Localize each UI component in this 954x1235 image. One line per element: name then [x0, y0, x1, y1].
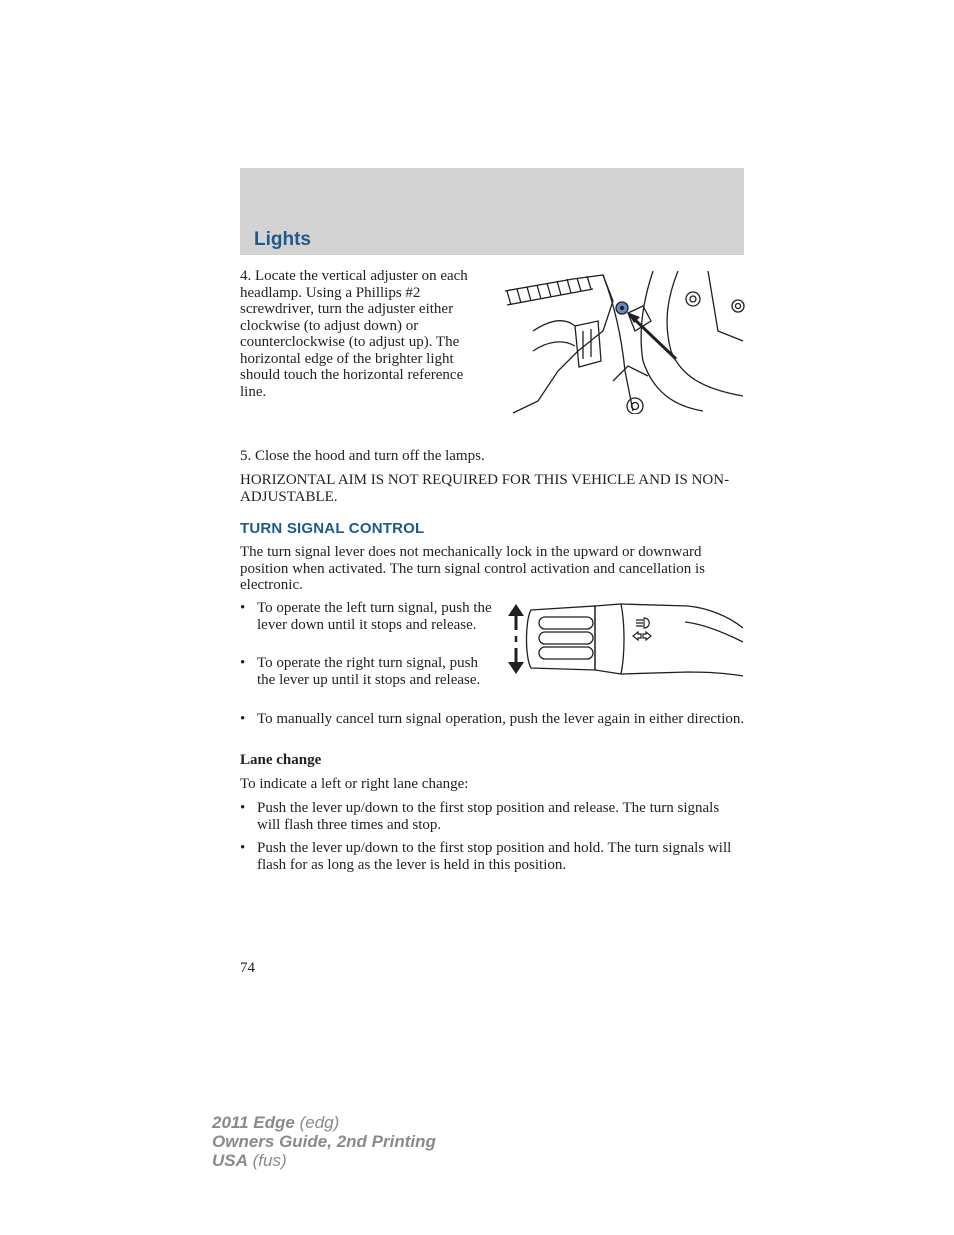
footer-guide: Owners Guide, 2nd Printing — [212, 1132, 436, 1151]
mount-bolt-top — [686, 292, 700, 306]
horizontal-aim-notice: HORIZONTAL AIM IS NOT REQUIRED FOR THIS VEHICLE AND IS NON-ADJUSTABLE. — [240, 472, 730, 505]
lever-collar — [595, 604, 624, 674]
turn-signal-intro: The turn signal lever does not mechanically lock in the upward or downward position when activated. The turn signal control activation and cancellation is electronic. — [240, 544, 706, 593]
bullet-text: To manually cancel turn signal operation, push the lever again in either direction. — [257, 711, 745, 727]
turn-signal-lever-illustration — [503, 598, 743, 680]
section-header-bar — [240, 168, 744, 255]
step-5-text: 5. Close the hood and turn off the lamps. — [240, 448, 485, 464]
footer-line-model — [212, 1113, 436, 1132]
step-4-text: 4. Locate the vertical adjuster on each headlamp. Using a Phillips #2 screwdriver, turn the adjuster either clockwise (to adjust down) or counterclockwise (to adjust up). The horizontal edge of the brighter light should touch the horizontal reference line. — [240, 268, 468, 400]
footer-line-market — [212, 1151, 436, 1170]
headlamp-grille — [507, 276, 591, 305]
grip-ridge-top — [539, 617, 593, 629]
bullet-text: To operate the right turn signal, push the lever up until it stops and release. — [257, 655, 481, 688]
connector-body — [575, 321, 601, 367]
bullet-marker: • — [240, 600, 246, 616]
lever-grip — [527, 606, 596, 670]
turn-signal-heading: TURN SIGNAL CONTROL — [240, 520, 425, 537]
bullet-marker: • — [240, 840, 246, 856]
footer-model-code: (edg) — [299, 1113, 340, 1132]
footer-line-guide — [212, 1132, 436, 1151]
headlamp-symbol-icon — [636, 618, 649, 628]
lane-change-heading: Lane change — [240, 752, 322, 768]
mount-bolt-right — [732, 300, 744, 312]
mount-bolt-bottom — [627, 398, 643, 414]
headlamp-adjuster-illustration — [503, 271, 745, 414]
section-title: Lights — [254, 229, 311, 250]
footer-model: 2011 Edge — [212, 1113, 295, 1132]
grip-ridge-middle — [539, 632, 593, 644]
bullet-marker: • — [240, 800, 246, 816]
footer-market: USA — [212, 1151, 248, 1170]
bullet-text: Push the lever up/down to the first stop position and hold. The turn signals will flash for as long as the lever is held in this position. — [257, 840, 732, 873]
lane-change-intro: To indicate a left or right lane change: — [240, 776, 469, 792]
document-footer — [212, 1113, 436, 1170]
page-number: 74 — [240, 960, 255, 976]
bullet-marker: • — [240, 655, 246, 671]
bullet-text: To operate the left turn signal, push the lever down until it stops and release. — [257, 600, 492, 633]
footer-market-code: (fus) — [252, 1151, 287, 1170]
up-down-arrow-icon — [508, 604, 524, 674]
turn-arrows-icon — [633, 632, 651, 640]
pointer-arrow — [631, 316, 676, 359]
lever-stalk — [621, 604, 743, 676]
bullet-marker: • — [240, 711, 246, 727]
bullet-text: Push the lever up/down to the first stop position and release. The turn signals will flash three times and stop. — [257, 800, 720, 833]
grip-ridge-bottom — [539, 647, 593, 659]
